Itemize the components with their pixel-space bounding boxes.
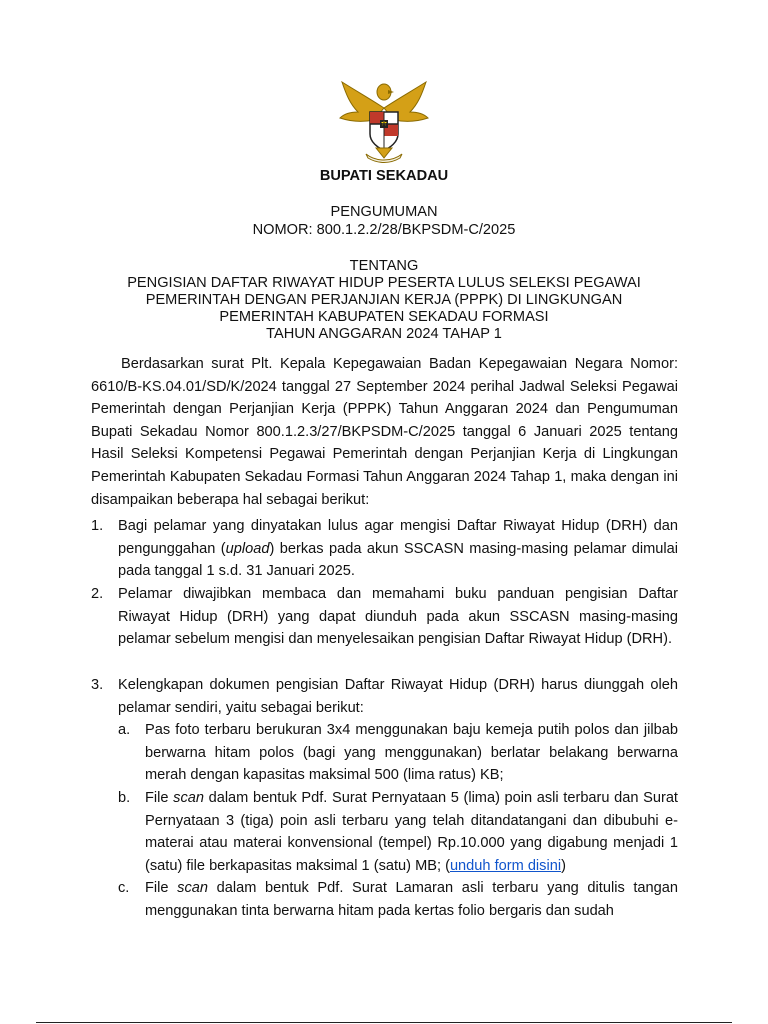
page-bottom-rule: [36, 1022, 732, 1023]
office-heading: BUPATI SEKADAU: [319, 168, 449, 184]
subitem-letter: c.: [118, 880, 130, 896]
sub-list-item: Pas foto terbaru berukuran 3x4 menggunakan baju kemeja putih polos dan jilbab berwarna hitam polos (bagi yang menggunakan) berlatar belakang berwarna merah dengan kapasitas maksimal 500 (lima ratus) KB;: [145, 722, 678, 784]
about-label: TENTANG: [349, 258, 419, 274]
title-line-4: TAHUN ANGGARAN 2024 TAHAP 1: [266, 326, 502, 342]
item-number: 1.: [91, 518, 104, 534]
subitem-letter: a.: [118, 722, 131, 738]
sub-list-item: File scan dalam bentuk Pdf. Surat Pernyataan 5 (lima) poin asli terbaru dan Surat Pernyataan 3 (tiga) poin asli terbaru yang telah ditandatangani dan dibubuhi e-materai atau materai konvensional (tempel) Rp.10.000 yang digabung menjadi 1 (satu) file berkapasitas maksimal 1 (satu) MB; (unduh form disini): [145, 790, 678, 874]
title-line-1: PENGISIAN DAFTAR RIWAYAT HIDUP PESERTA LULUS SELEKSI PEGAWAI: [127, 275, 641, 291]
list-item: Pelamar diwajibkan membaca dan memahami buku panduan pengisian Daftar Riwayat Hidup (DRH) yang dapat diunduh pada akun SSCASN masing-masing pelamar sebelum mengisi dan menyelesaikan pengisian Daftar Riwayat Hidup (DRH).: [118, 586, 678, 648]
document-number: NOMOR: 800.1.2.2/28/BKPSDM-C/2025: [252, 222, 516, 238]
list-item: Bagi pelamar yang dinyatakan lulus agar mengisi Daftar Riwayat Hidup (DRH) dan pengunggahan (upload) berkas pada akun SSCASN masing-masing pelamar dimulai pada tanggal 1 s.d. 31 Januari 2025.: [118, 518, 679, 580]
title-line-3: PEMERINTAH KABUPATEN SEKADAU FORMASI: [219, 309, 549, 325]
intro-paragraph: Berdasarkan surat Plt. Kepala Kepegawaian Badan Kepegawaian Negara Nomor: 6610/B-KS.04.01/SD/K/2024 tanggal 27 September 2024 perihal Jadwal Seleksi Pegawai Pemerintah dengan Perjanjian Kerja (PPPK) Tahun Anggaran 2024 dan Pengumuman Bupati Sekadau Nomor 800.1.2.3/27/BKPSDM-C/2025 tanggal 6 Januari 2025 tentang Hasil Seleksi Kompetensi Pegawai Pemerintah dengan Perjanjian Kerja di Lingkungan Pemerintah Kabupaten Sekadau Formasi Tahun Anggaran 2024 Tahap 1, maka dengan ini disampaikan beberapa hal sebagai berikut:: [91, 356, 678, 508]
document-type: PENGUMUMAN: [330, 204, 438, 220]
title-line-2: PEMERINTAH DENGAN PERJANJIAN KERJA (PPPK) DI LINGKUNGAN: [145, 292, 623, 308]
download-form-link[interactable]: unduh form disini: [449, 857, 562, 874]
subitem-letter: b.: [118, 790, 131, 806]
list-item: Kelengkapan dokumen pengisian Daftar Riwayat Hidup (DRH) harus diunggah oleh pelamar sendiri, yaitu sebagai berikut:: [118, 677, 678, 716]
sub-list-item: File scan dalam bentuk Pdf. Surat Lamaran asli terbaru yang ditulis tangan menggunakan tinta berwarna hitam pada kertas folio bergaris dan sudah: [145, 880, 679, 919]
garuda-emblem-icon: [336, 78, 432, 164]
item-number: 3.: [91, 677, 104, 693]
item-number: 2.: [91, 586, 104, 602]
